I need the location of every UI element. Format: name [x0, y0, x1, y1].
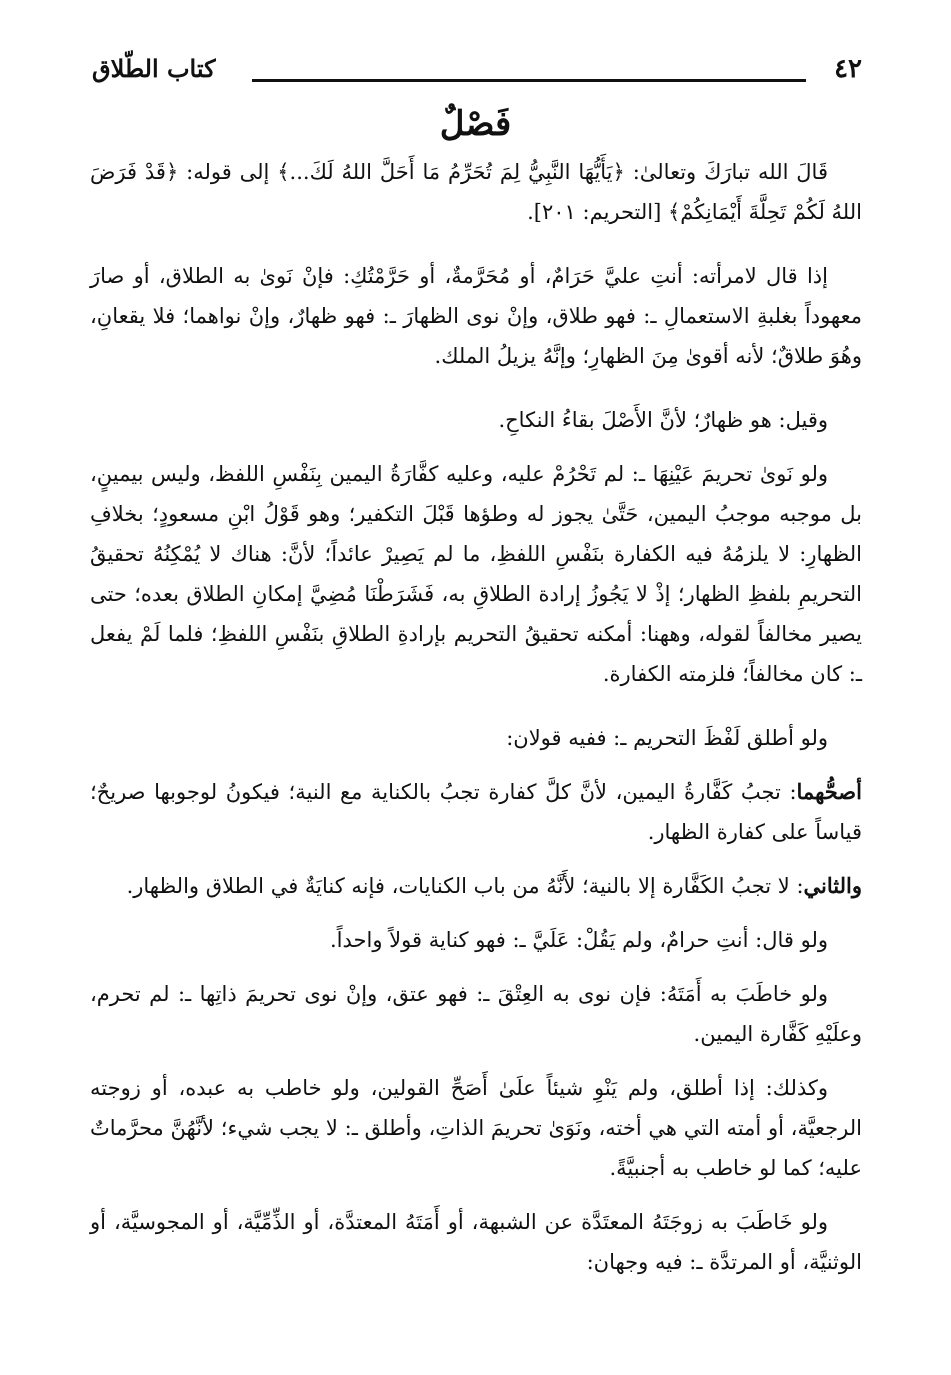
paragraph-first-opinion: أصحُّهما: تجبُ كَفَّارةُ اليمين، لأنَّ كلَّ كفارة تجبُ بالكناية مع النية؛ فيكونُ لوجوبها صريحٌ؛ قياساً على كفارة الظهار.: [90, 779, 862, 844]
paragraph-haram-ruling: إذا قال لامرأته: أنتِ عليَّ حَرَامٌ، أو مُحَرَّمةٌ، أو حَرَّمْتُكِ: فإنْ نَوىٰ به الطلاق، أو صارَ معهوداً بغلبةِ الاستعمالِ ـ: فهو طلاق، وإنْ نوى الظهارَ ـ: فهو ظهارٌ، وإنْ نواهما؛ فلا يقعانِ، وهُوَ طلاقٌ؛ لأنه أقوىٰ مِنَ الظهارِ؛ وإنَّهُ يزيلُ الملك.: [90, 264, 862, 368]
paragraph-second-opinion: [90, 866, 862, 906]
paragraph-alternative-view: وقيل: هو ظهارٌ؛ لأنَّ الأَصْلَ بقاءُ النكاحِ.: [498, 408, 828, 432]
term-second: والثاني: [803, 873, 862, 898]
page-header: [92, 52, 862, 92]
paragraph-likewise: وكذلك: إذا أطلق، ولم يَنْوِ شيئاً علَىٰ أَصَحِّ القولين، ولو خاطب به عبده، أو زوجته الرجعيَّة، أو أمته التي هي أخته، ونَوَىٰ تحريمَ الذاتِ، وأطلق ـ: لا يجب شيء؛ لأنَّهُنَّ محرَّماتٌ عليه؛ كما لو خاطب به أجنبيَّةً.: [90, 1076, 862, 1180]
page-number: ٤٢: [834, 54, 862, 84]
paragraph-intent-prohibition: ولو نَوىٰ تحريمَ عَيْنِهَا ـ: لم تَحْرُمْ عليه، وعليه كفَّارَةُ اليمين بِنَفْسِ اللفظ، وليس بيمينٍ، بل موجبه موجبُ اليمين، حَتَّىٰ يجوز له وطؤها قَبْلَ التكفير؛ وهو قَوْلُ ابْنِ مسعودٍ؛ بخلافِ الظهارِ: لا يلزمُهُ فيه الكفارة بنَفْسِ اللفظِ، ما لم يَصِيرْ عائداً؛ لأنَّ: هناك لا يُمْكِنُهُ تحقيقُ التحريمِ بلفظِ الظهار؛ إذْ لا يَجُوزُ إرادة الطلاقِ به، فَشَرَطْنَا مُضِيَّ إمكانِ الطلاق بعده؛ حتى يصير مخالفاً لقوله، وههنا: أمكنه تحقيقُ التحريم بإرادةِ الطلاقِ بنَفْسِ اللفظِ؛ فلما لَمْ يفعل ـ: كان مخالفاً؛ فلزمته الكفارة.: [90, 462, 862, 686]
first-opinion-text: تجبُ كَفَّارةُ اليمين، لأنَّ كلَّ كفارة تجبُ بالكناية مع النية؛ فيكونُ لوجوبها صريحٌ؛ قياساً على كفارة الظهار.: [90, 780, 862, 844]
term-first: أصحُّهما: [796, 779, 862, 804]
running-title: كتاب الطّلاق: [92, 54, 216, 83]
body-text: [90, 152, 862, 1296]
section-heading: فَصْلٌ: [439, 104, 512, 144]
second-opinion-text: : لا تجبُ الكَفَّارة إلا بالنية؛ لأَنَّهُ من باب الكنايات، فإنه كنايَةٌ في الطلاق والظهار.: [126, 874, 804, 898]
paragraph-without-alayya: ولو قال: أنتِ حرامٌ، ولم يَقُلْ: عَلَيَّ ـ: فهو كناية قولاً واحداً.: [329, 928, 828, 952]
header-rule: [252, 79, 806, 82]
paragraph-waiting-wife: ولو خَاطَبَ به زوجَتَهُ المعتَدَّة عن الشبهة، أو أَمَتَهُ المعتدَّة، أو الذِّمِّيَّة، أو المجوسيَّة، أو الوثنيَّة، أو المرتدَّة ـ: فيه وجهان:: [90, 1210, 862, 1274]
paragraph-two-opinions: ولو أطلق لَفْظَ التحريم ـ: ففيه قولان:: [506, 726, 828, 750]
paragraph-slave-woman: ولو خاطَبَ به أَمَتَهُ: فإن نوى به العِتْقَ ـ: فهو عتق، وإنْ نوى تحريمَ ذاتِها ـ: لم تحرم، وعلَيْهِ كَفَّارة اليمين.: [90, 982, 862, 1046]
paragraph-quran-verse: قَالَ الله تبارَكَ وتعالىٰ: ﴿يَأَيُّهَا النَّبِيُّ لِمَ تُحَرِّمُ مَا أَحَلَّ اللهُ لَكَ...﴾ إلى قوله: ﴿قَدْ فَرَضَ اللهُ لَكُمْ تَحِلَّةَ أَيْمَانِكُمْ﴾ [التحريم: ٢٠١].: [90, 160, 862, 224]
